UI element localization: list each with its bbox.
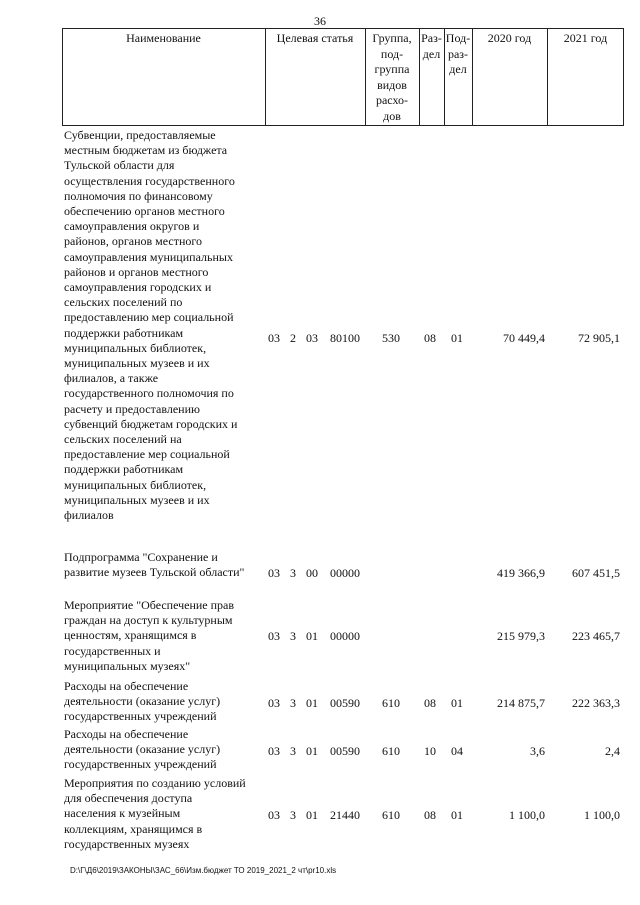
amount-2020: 214 875,7 (497, 696, 545, 710)
row-name-line: сельских поселений на (64, 432, 182, 447)
code-event: 01 (306, 629, 318, 643)
row-name-line: Расходы на обеспечение (64, 679, 189, 693)
header-name: Наименование (126, 31, 201, 45)
header-group-line: дов (383, 108, 401, 123)
code-direction: 00590 (330, 696, 360, 710)
code-direction: 21440 (330, 808, 360, 822)
header-razdel-line: Раз- (421, 31, 442, 45)
row-name-line: коллекциям, хранящимся в (64, 821, 203, 836)
row-name-line: филиалов, а также (64, 371, 159, 386)
header-group-line: под- (380, 46, 404, 61)
row-name-line: обеспечению органов местного (64, 204, 225, 219)
header-podrazdel-line: раз- (447, 46, 469, 61)
code-podrazdel: 01 (451, 331, 463, 345)
code-direction: 00590 (330, 744, 360, 758)
code-program: 03 (268, 696, 280, 710)
code-subprogram: 3 (290, 696, 296, 710)
code-group: 610 (382, 744, 400, 758)
header-group-line: видов (377, 77, 407, 92)
row-name-line: государственных учреждений (64, 709, 217, 724)
code-program: 03 (268, 331, 280, 345)
header-group-line: Группа, (372, 31, 412, 45)
code-group: 610 (382, 696, 400, 710)
row-name-line: государственных музеях (64, 836, 190, 851)
row-name-line: самоуправления округов и (64, 219, 200, 234)
row-name-line: Тульской области для (64, 158, 175, 173)
row-name-line: Мероприятие "Обеспечение прав (64, 598, 235, 612)
row-name-line: поддержки работникам (64, 325, 184, 340)
amount-2021: 607 451,5 (572, 566, 620, 580)
code-subprogram: 3 (290, 744, 296, 758)
row-name (64, 128, 269, 523)
amount-2021: 1 100,0 (584, 808, 620, 822)
row-name-line: муниципальных библиотек, (64, 340, 207, 355)
code-event: 03 (306, 331, 318, 345)
row-name-line: районов и органов местного (64, 264, 209, 279)
header-group-line: расхо- (375, 93, 409, 107)
code-subprogram: 3 (290, 566, 296, 580)
code-razdel: 08 (424, 331, 436, 345)
code-podrazdel: 01 (451, 696, 463, 710)
row-name-line: деятельности (оказание услуг) (64, 742, 221, 757)
header-podrazdel-line: дел (449, 62, 467, 76)
header-target-article: Целевая статья (276, 31, 354, 45)
header-group-line: группа (374, 62, 410, 76)
header-podrazdel (444, 31, 472, 78)
row-name-line: Подпрограмма "Сохранение и (64, 550, 218, 564)
row-name-line: муниципальных библиотек, (64, 477, 207, 492)
code-razdel: 08 (424, 808, 436, 822)
row-name-line: Расходы на обеспечение (64, 727, 189, 741)
code-subprogram: 3 (290, 629, 296, 643)
amount-2020: 3,6 (530, 744, 545, 758)
code-group: 610 (382, 808, 400, 822)
header-razdel (419, 31, 444, 62)
row-name-line: муниципальных музеев и их (64, 356, 210, 371)
row-name (64, 776, 269, 852)
row-name-line: субвенций бюджетам городских и (64, 416, 238, 431)
code-group: 530 (382, 331, 400, 345)
row-name-line: самоуправления городских и (64, 280, 212, 295)
row-name-line: развитие музеев Тульской области" (64, 565, 245, 580)
row-name-line: населения к музейным (64, 806, 181, 821)
row-name-line: самоуправления муниципальных (64, 249, 233, 264)
code-event: 01 (306, 744, 318, 758)
code-razdel: 10 (424, 744, 436, 758)
page-number: 36 (314, 14, 326, 28)
amount-2021: 2,4 (605, 744, 620, 758)
code-event: 00 (306, 566, 318, 580)
row-name-line: муниципальных музеев и их (64, 492, 210, 507)
header-razdel-line: дел (422, 46, 441, 61)
code-event: 01 (306, 696, 318, 710)
code-direction: 00000 (330, 566, 360, 580)
row-name-line: деятельности (оказание услуг) (64, 694, 221, 709)
row-name-line: расчету и предоставлению (64, 401, 200, 416)
row-name (64, 550, 269, 580)
code-direction: 80100 (330, 331, 360, 345)
row-name-line: поддержки работникам (64, 462, 184, 477)
row-name-line: Субвенции, предоставляемые (64, 128, 216, 142)
row-name-line: предоставление мер социальной (64, 447, 230, 462)
amount-2020: 1 100,0 (509, 808, 545, 822)
file-path-footer: D:\Г\Д6\2019\ЗАКОНЫ\ЗАС_66\Изм.бюджет ТО 2019_2021_2 чт\pr10.xls (70, 866, 337, 875)
code-program: 03 (268, 629, 280, 643)
row-name-line: осуществления государственного (64, 173, 235, 188)
row-name-line: сельских поселений по (64, 295, 183, 310)
row-name-line: филиалов (64, 508, 114, 523)
row-name (64, 679, 269, 725)
code-program: 03 (268, 808, 280, 822)
row-name-line: Мероприятия по созданию условий (64, 776, 246, 790)
code-program: 03 (268, 566, 280, 580)
row-name-line: предоставлению мер социальной (64, 310, 234, 325)
row-name-line: полномочия по финансовому (64, 188, 213, 203)
amount-2021: 72 905,1 (578, 331, 620, 345)
row-name-line: для обеспечения доступа (64, 791, 193, 806)
code-event: 01 (306, 808, 318, 822)
row-name-line: государственных и (64, 643, 161, 658)
code-podrazdel: 04 (451, 744, 463, 758)
row-name (64, 727, 269, 773)
code-subprogram: 2 (290, 331, 296, 345)
header-2021: 2021 год (563, 31, 608, 45)
code-program: 03 (268, 744, 280, 758)
amount-2021: 222 363,3 (572, 696, 620, 710)
code-razdel: 08 (424, 696, 436, 710)
row-name-line: местным бюджетам из бюджета (64, 143, 228, 158)
amount-2021: 223 465,7 (572, 629, 620, 643)
row-name-line: государственного полномочия по (64, 386, 234, 401)
code-podrazdel: 01 (451, 808, 463, 822)
row-name-line: граждан на доступ к культурным (64, 613, 233, 628)
row-name-line: ценностям, хранящимся в (64, 628, 197, 643)
header-group (365, 31, 419, 124)
amount-2020: 215 979,3 (497, 629, 545, 643)
header-2020: 2020 год (487, 31, 532, 45)
row-name-line: районов, органов местного (64, 234, 203, 249)
row-name-line: государственных учреждений (64, 757, 217, 772)
code-direction: 00000 (330, 629, 360, 643)
code-subprogram: 3 (290, 808, 296, 822)
amount-2020: 70 449,4 (503, 331, 545, 345)
header-podrazdel-line: Под- (445, 31, 471, 45)
amount-2020: 419 366,9 (497, 566, 545, 580)
row-name-line: муниципальных музеях" (64, 658, 191, 673)
row-name (64, 598, 269, 674)
